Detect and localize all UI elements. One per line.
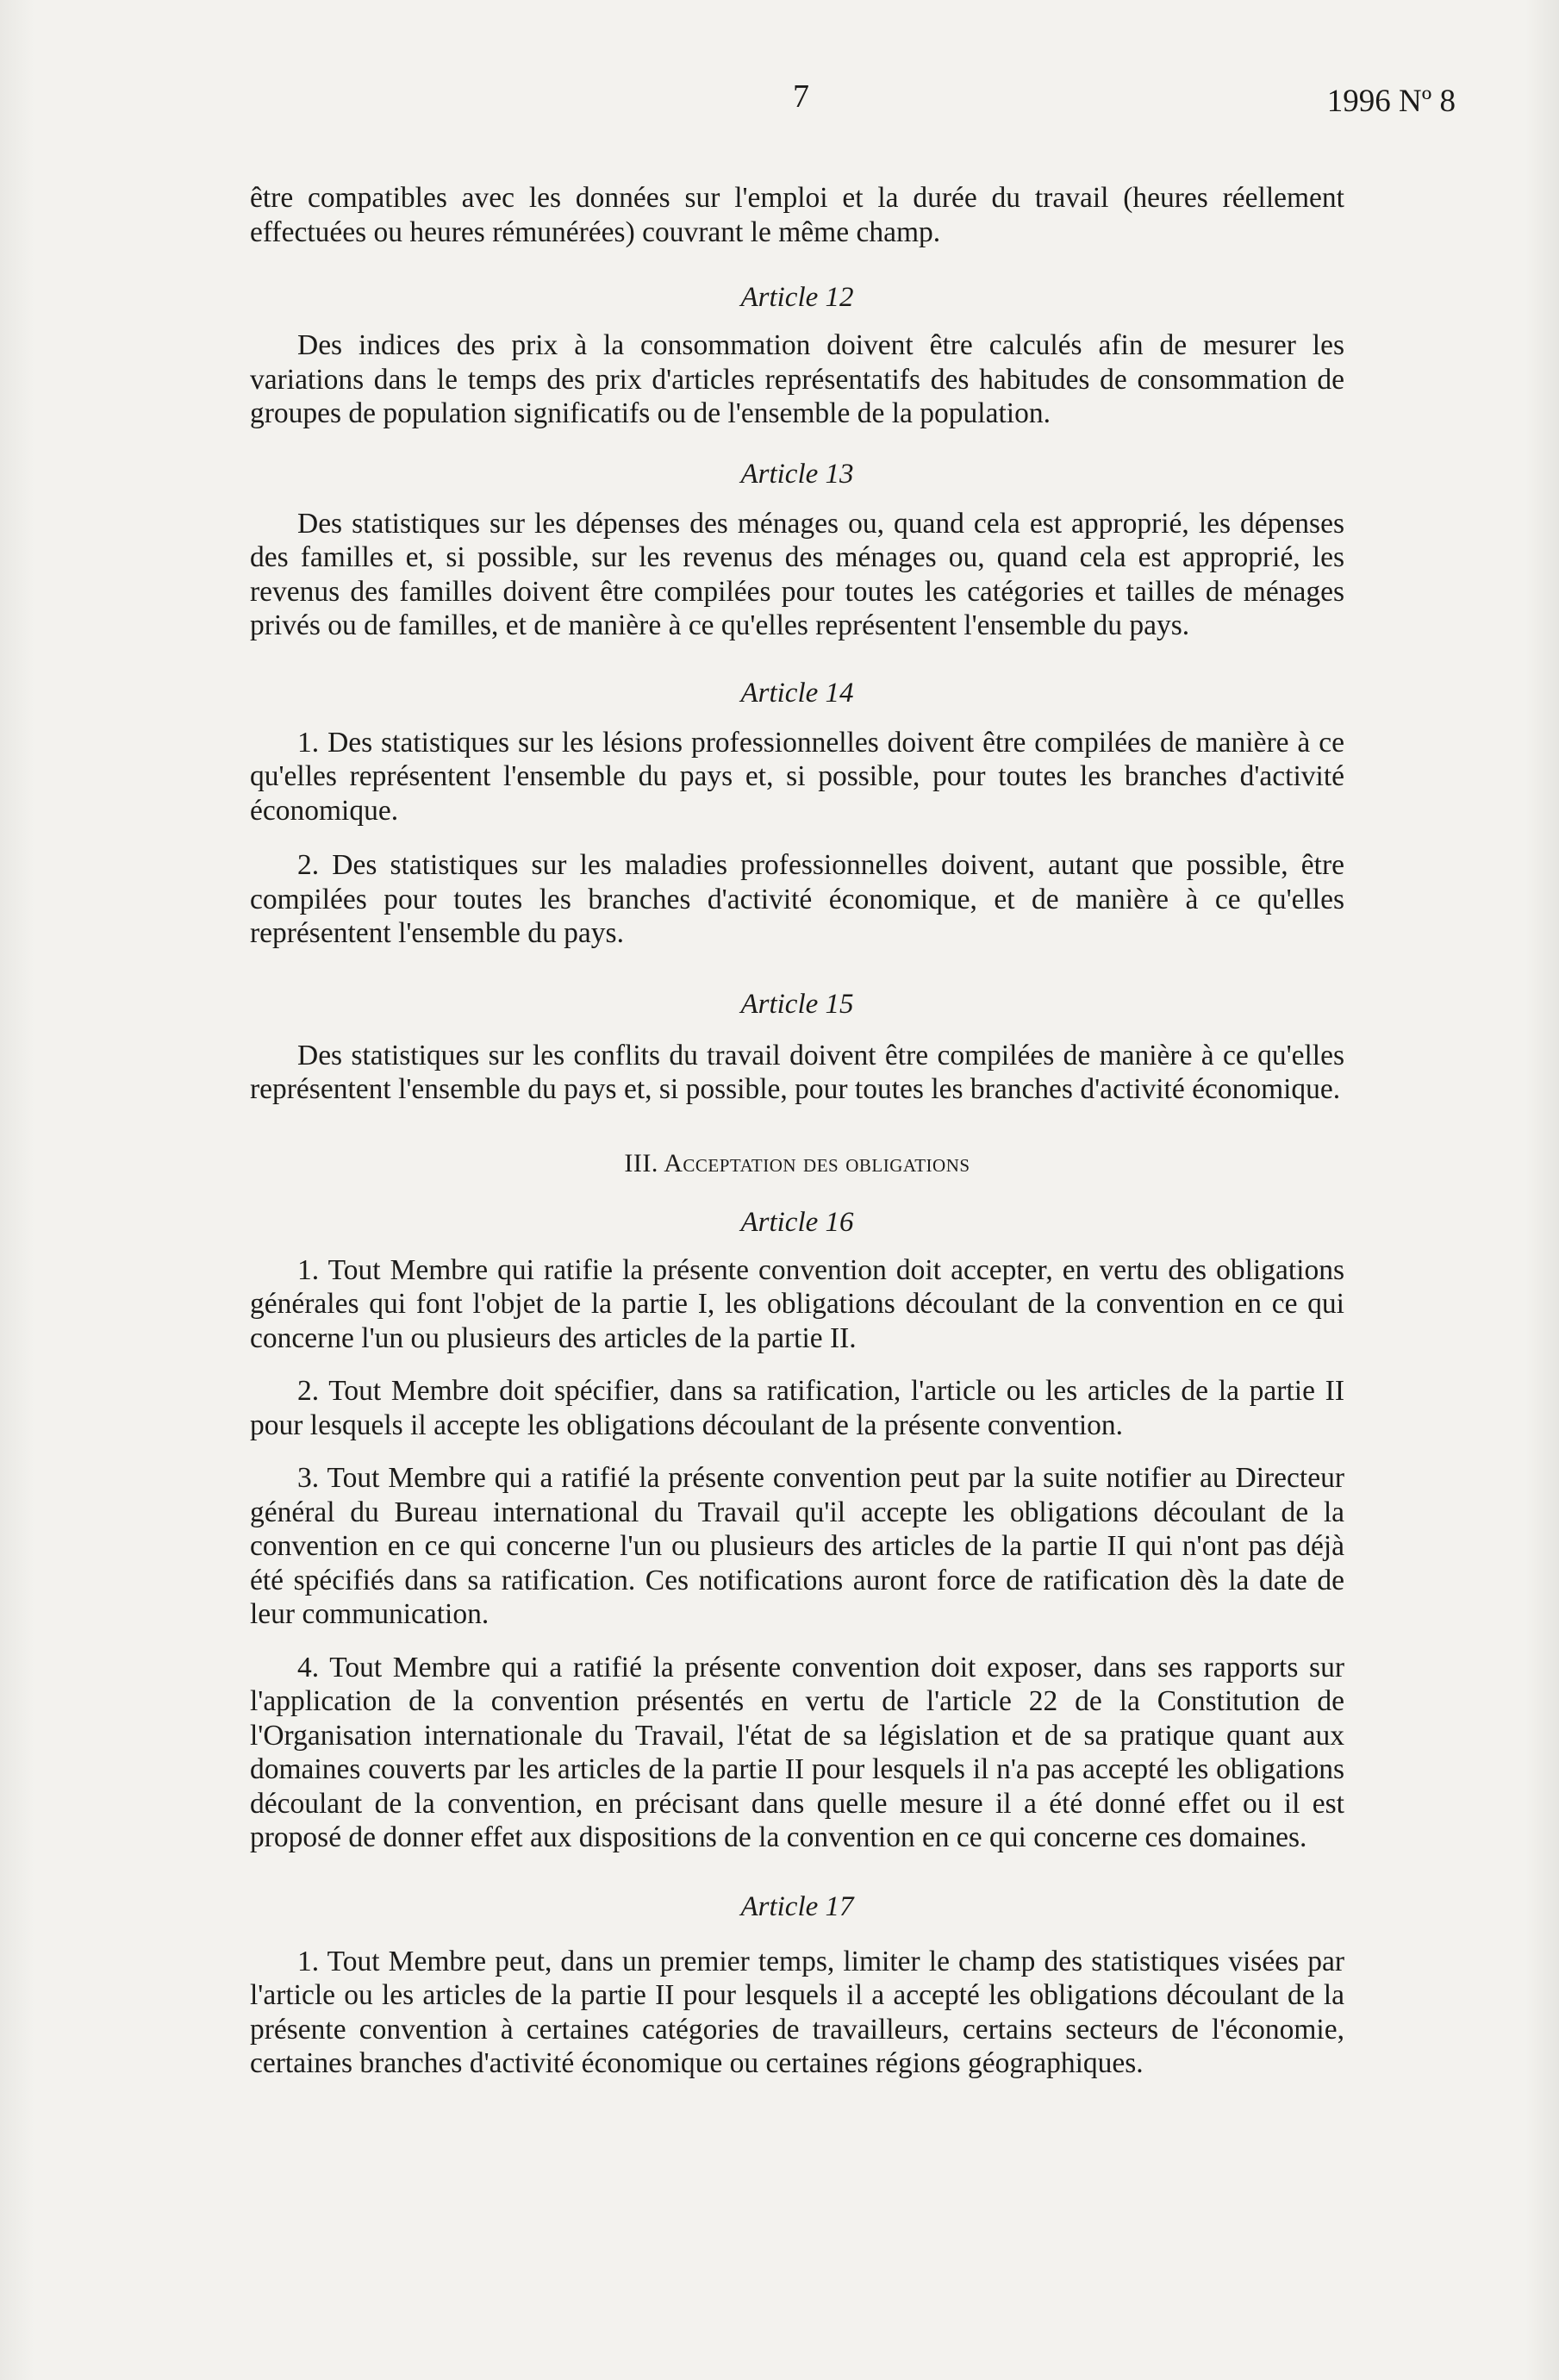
article-16-paragraph-3: 3. Tout Membre qui a ratifié la présente convention peut par la suite notifier au Directeur général du Bureau international du Travail qu'il accepte les obligations découlant de la convention en ce qui concerne l'un ou plusieurs des articles de la partie II qui n'ont pas déjà été spécifiés dans sa ratification. Ces notifications auront force de ratification dès la date de leur communication. — [250, 1462, 1344, 1630]
article-15-paragraph: Des statistiques sur les conflits du travail doivent être compilées de manière à ce qu'elles représentent l'ensemble du pays et, si possible, pour toutes les branches d'activité économique. — [250, 1039, 1344, 1105]
article-12-heading: Article 12 — [740, 282, 854, 313]
article-13-paragraph: Des statistiques sur les dépenses des ménages ou, quand cela est approprié, les dépenses des familles et, si possible, sur les revenus des ménages ou, quand cela est approprié, les revenus des familles doivent être compilées pour toutes les catégories et tailles de ménages privés ou de familles, et de manière à ce qu'elles représentent l'ensemble du pays. — [250, 507, 1344, 641]
article-17-heading: Article 17 — [740, 1890, 854, 1922]
article-16-paragraph-2: 2. Tout Membre doit spécifier, dans sa ratification, l'article ou les articles de la partie II pour lesquels il accepte les obligations découlant de la présente convention. — [250, 1375, 1344, 1441]
article-14-paragraph-2: 2. Des statistiques sur les maladies professionnelles doivent, autant que possible, être compilées pour toutes les branches d'activité économique, et de manière à ce qu'elles représentent l'ensemble du pays. — [250, 849, 1344, 949]
article-14-paragraph-1: 1. Des statistiques sur les lésions professionnelles doivent être compilées de manière à ce qu'elles représentent l'ensemble du pays et, si possible, pour toutes les branches d'activité économique. — [250, 726, 1344, 827]
document-body — [250, 181, 1344, 2081]
page-number: 7 — [793, 78, 809, 115]
article-17-paragraph-1: 1. Tout Membre peut, dans un premier temps, limiter le champ des statistiques visées par l'article ou les articles de la partie II pour lesquels il a accepté les obligations découlant de la présente convention à certaines catégories de travailleurs, certains secteurs de l'économie, certaines branches d'activité économique ou certaines régions géographiques. — [250, 1945, 1344, 2079]
article-16-heading: Article 16 — [740, 1206, 854, 1238]
article-12-paragraph: Des indices des prix à la consommation doivent être calculés afin de mesurer les variations dans le temps des prix d'articles représentatifs des habitudes de consommation de groupes de population significatifs ou de l'ensemble de la population. — [250, 329, 1344, 429]
article-14-heading: Article 14 — [740, 677, 854, 709]
section-heading: III. Acceptation des obligations — [624, 1148, 970, 1178]
article-13-heading: Article 13 — [740, 458, 854, 490]
issue-label: 1996 Nº 8 — [1326, 84, 1456, 119]
article-15-heading: Article 15 — [740, 988, 854, 1020]
page-header — [0, 78, 1559, 129]
article-16-paragraph-1: 1. Tout Membre qui ratifie la présente convention doit accepter, en vertu des obligations générales qui font l'objet de la partie I, les obligations découlant de la convention en ce qui concerne l'un ou plusieurs des articles de la partie II. — [250, 1253, 1344, 1354]
article-16-paragraph-4: 4. Tout Membre qui a ratifié la présente convention doit exposer, dans ses rapports sur l'application de la convention présentés en vertu de l'article 22 de la Constitution de l'Organisation internationale du Travail, l'état de sa législation et de sa pratique quant aux domaines couverts par les articles de la partie II pour lesquels il n'a pas accepté les obligations découlant de la convention, en précisant dans quelle mesure il a été donné effet ou il est proposé de donner effet aux dispositions de la convention en ce qui concerne ces domaines. — [250, 1651, 1344, 1853]
paragraph-continued: être compatibles avec les données sur l'emploi et la durée du travail (heures réellement effectuées ou heures rémunérées) couvrant le même champ. — [250, 182, 1344, 248]
